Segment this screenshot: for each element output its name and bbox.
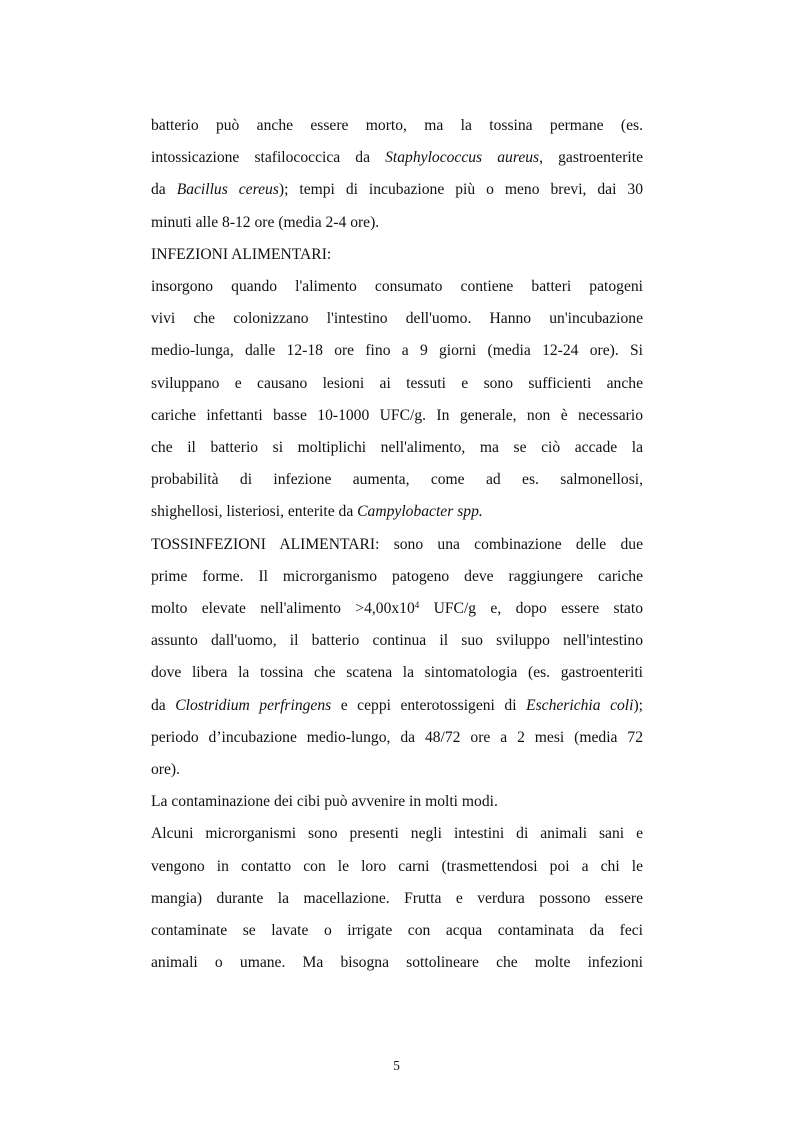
paragraph-4 bbox=[151, 786, 643, 818]
text-line: animali o umane. Ma bisogna sottolineare che molte infezioni bbox=[151, 954, 643, 972]
text-line: shighellosi, listeriosi, enterite da Campylobacter spp. bbox=[151, 503, 483, 521]
text-line: ore). bbox=[151, 761, 181, 779]
paragraph-2 bbox=[151, 271, 643, 529]
text-line: TOSSINFEZIONI ALIMENTARI: sono una combinazione delle due bbox=[151, 535, 643, 553]
text-line: mangia) durante la macellazione. Frutta e verdura possono essere bbox=[151, 889, 643, 907]
species-name: Clostridium perfringens bbox=[175, 696, 332, 714]
text-line: sviluppano e causano lesioni ai tessuti e sono sufficienti anche bbox=[151, 374, 643, 392]
text-line: dove libera la tossina che scatena la sintomatologia (es. gastroenteriti bbox=[151, 664, 643, 682]
text-line: contaminate se lavate o irrigate con acqua contaminata da feci bbox=[151, 922, 643, 940]
text-line: medio-lunga, dalle 12-18 ore fino a 9 giorni (media 12-24 ore). Si bbox=[151, 342, 643, 360]
paragraph-5 bbox=[151, 818, 643, 979]
text-line: periodo d’incubazione medio-lungo, da 48/72 ore a 2 mesi (media 72 bbox=[151, 728, 643, 746]
text-line: intossicazione stafilococcica da Staphylococcus aureus, gastroenterite bbox=[151, 149, 643, 167]
text-line: La contaminazione dei cibi può avvenire in molti modi. bbox=[151, 793, 498, 811]
paragraph-3 bbox=[151, 529, 643, 787]
text-line: insorgono quando l'alimento consumato contiene batteri patogeni bbox=[151, 278, 643, 296]
text-line: Alcuni microrganismi sono presenti negli intestini di animali sani e bbox=[151, 825, 643, 843]
text-line: da Bacillus cereus); tempi di incubazione più o meno brevi, dai 30 bbox=[151, 181, 643, 199]
paragraph-1 bbox=[151, 110, 643, 239]
heading-infezioni-alimentari: INFEZIONI ALIMENTARI: bbox=[151, 245, 332, 263]
text-line: probabilità di infezione aumenta, come ad es. salmonellosi, bbox=[151, 471, 643, 489]
text-line: cariche infettanti basse 10-1000 UFC/g. In generale, non è necessario bbox=[151, 406, 643, 424]
text-line: prime forme. Il microrganismo patogeno deve raggiungere cariche bbox=[151, 567, 643, 585]
text-line: da Clostridium perfringens e ceppi enterotossigeni di Escherichia coli); bbox=[151, 696, 643, 714]
document-body bbox=[151, 110, 643, 979]
text-line: minuti alle 8-12 ore (media 2-4 ore). bbox=[151, 213, 380, 231]
species-name: Bacillus cereus bbox=[176, 181, 279, 199]
text-line: batterio può anche essere morto, ma la tossina permane (es. bbox=[151, 117, 643, 134]
text-line: molto elevate nell'alimento $>4,00x10^4$ UFC/g e, dopo essere stato bbox=[151, 600, 643, 618]
species-name: Escherichia coli bbox=[526, 696, 634, 714]
text-line: che il batterio si moltiplichi nell'alimento, ma se ciò accade la bbox=[151, 439, 643, 457]
species-name: Campylobacter spp. bbox=[357, 503, 483, 521]
exponent: 4 bbox=[414, 600, 420, 611]
text-line: assunto dall'uomo, il batterio continua il suo sviluppo nell'intestino bbox=[151, 632, 643, 650]
text-line: vengono in contatto con le loro carni (trasmettendosi poi a chi le bbox=[151, 857, 643, 875]
species-name: Staphylococcus aureus bbox=[385, 149, 540, 167]
text-line: vivi che colonizzano l'intestino dell'uomo. Hanno un'incubazione bbox=[151, 310, 643, 328]
page-number: 5 bbox=[393, 1058, 400, 1073]
